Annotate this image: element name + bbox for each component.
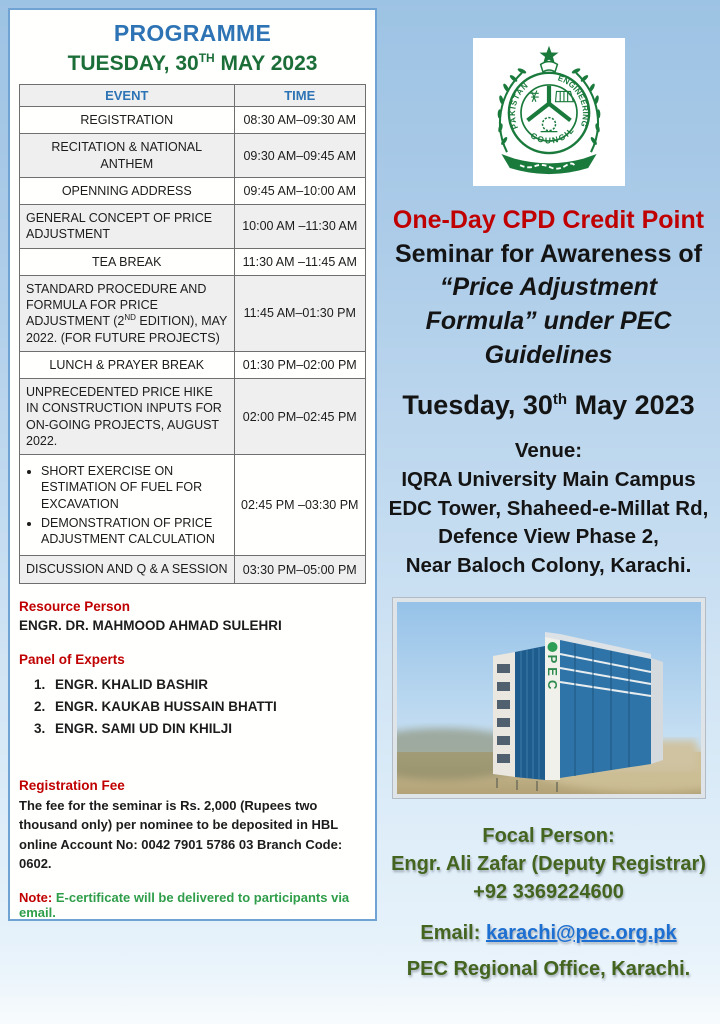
headline-topic-line: Guidelines [484, 340, 613, 369]
note-line [19, 890, 366, 920]
table-row [20, 379, 366, 455]
venue-line: Near Baloch Colony, Karachi. [405, 554, 692, 577]
resource-person-heading: Resource Person [19, 598, 131, 614]
event-cell: LUNCH & PRAYER BREAK [20, 351, 235, 378]
email-label: Email: [420, 921, 481, 944]
event-cell: TEA BREAK [20, 248, 235, 275]
focal-person-name: Engr. Ali Zafar (Deputy Registrar) [391, 853, 706, 876]
expert-item: 1. ENGR. KHALID BASHIR [49, 677, 366, 692]
time-cell: 02:00 PM–02:45 PM [234, 379, 365, 455]
pec-emblem-icon [478, 42, 620, 182]
headline-topic-line: Formula” under PEC [425, 306, 672, 335]
table-header-row [20, 85, 366, 107]
time-cell: 08:30 AM–09:30 AM [234, 107, 365, 134]
svg-text:PAKISTAN: PAKISTAN [507, 80, 530, 131]
panel-of-experts-heading: Panel of Experts [19, 651, 125, 667]
time-cell: 10:00 AM –11:30 AM [234, 205, 365, 249]
event-cell: DISCUSSION AND Q & A SESSION [20, 556, 235, 583]
table-row [20, 134, 366, 178]
email-line [377, 922, 720, 945]
programme-date: TUESDAY, 30TH MAY 2023 [67, 51, 318, 75]
svg-text:ENGINEERING: ENGINEERING [556, 73, 590, 128]
focal-person-heading: Focal Person: [482, 824, 615, 847]
seminar-info-panel [377, 0, 720, 1024]
venue-line: Defence View Phase 2, [438, 525, 659, 549]
time-cell: 11:30 AM –11:45 AM [234, 248, 365, 275]
event-cell: OPENNING ADDRESS [20, 177, 235, 204]
event-bullet-item: • DEMONSTRATION OF PRICE ADJUSTMENT CALCULATION [41, 515, 228, 548]
event-cell: UNPRECEDENTED PRICE HIKE IN CONSTRUCTION INPUTS FOR ON-GOING PROJECTS, AUGUST 2022. [20, 379, 235, 455]
seminar-date: Tuesday, 30th May 2023 [402, 390, 695, 421]
event-bullet-item: • SHORT EXERCISE ON ESTIMATION OF FUEL FOR EXCAVATION [41, 463, 228, 512]
venue-line: EDC Tower, Shaheed-e-Millat Rd, [388, 496, 709, 520]
time-cell: 03:30 PM–05:00 PM [234, 556, 365, 583]
email-link[interactable]: karachi@pec.org.pk [485, 921, 677, 944]
event-bullet-list [26, 463, 228, 547]
event-cell: RECITATION & NATIONAL ANTHEM [20, 134, 235, 178]
registration-fee-heading: Registration Fee [19, 777, 125, 793]
focal-person-block [377, 822, 720, 907]
time-cell: 01:30 PM–02:00 PM [234, 351, 365, 378]
expert-item: 3. ENGR. SAMI UD DIN KHILJI [49, 721, 366, 736]
headline-topic-line: “Price Adjustment [439, 273, 658, 301]
venue-line: IQRA University Main Campus [401, 467, 696, 491]
expert-item: 2. ENGR. KAUKAB HUSSAIN BHATTI [49, 699, 366, 714]
office-line: PEC Regional Office, Karachi. [406, 957, 691, 980]
event-column-header: EVENT [20, 85, 235, 107]
headline-seminar: Seminar for Awareness of [394, 240, 703, 268]
building-sign-letter: PEC [544, 654, 560, 694]
note-text: E-certificate will be delivered to participants via email. [19, 889, 350, 920]
table-row [20, 455, 366, 556]
schedule-table [19, 84, 366, 584]
registration-fee-text: The fee for the seminar is Rs. 2,000 (Rupees two thousand only) per nominee to be deposited in HBL online Account No: 0042 7901 5786 03 Branch Code: 0602. [19, 797, 343, 872]
focal-person-phone: +92 3369224600 [473, 881, 624, 904]
event-cell: REGISTRATION [20, 107, 235, 134]
experts-list [19, 677, 366, 736]
event-cell [20, 455, 235, 556]
event-cell: STANDARD PROCEDURE AND FORMULA FOR PRICE ADJUSTMENT (2ND EDITION), MAY 2022. (FOR FUTURE PROJECTS) [20, 275, 235, 351]
note-label: Note: [19, 889, 53, 905]
resource-person-name: ENGR. DR. MAHMOOD AHMAD SULEHRI [19, 617, 282, 633]
time-cell: 02:45 PM –03:30 PM [234, 455, 365, 556]
time-column-header: TIME [234, 85, 365, 107]
table-row [20, 351, 366, 378]
svg-text:COUNCIL: COUNCIL [528, 124, 577, 146]
pec-logo [473, 38, 625, 186]
table-row [20, 248, 366, 275]
table-row [20, 556, 366, 583]
venue-label: Venue: [514, 439, 583, 463]
venue-block [377, 437, 720, 580]
time-cell: 09:30 AM–09:45 AM [234, 134, 365, 178]
table-row [20, 205, 366, 249]
table-row [20, 275, 366, 351]
programme-title: PROGRAMME [113, 20, 272, 46]
table-row [20, 177, 366, 204]
time-cell: 11:45 AM–01:30 PM [234, 275, 365, 351]
pec-building-photo [393, 598, 705, 798]
headline-topic [377, 271, 720, 372]
table-row [20, 107, 366, 134]
event-cell: GENERAL CONCEPT OF PRICE ADJUSTMENT [20, 205, 235, 249]
time-cell: 09:45 AM–10:00 AM [234, 177, 365, 204]
programme-panel [8, 8, 377, 921]
headline-cpd: One-Day CPD Credit Point [392, 206, 705, 234]
